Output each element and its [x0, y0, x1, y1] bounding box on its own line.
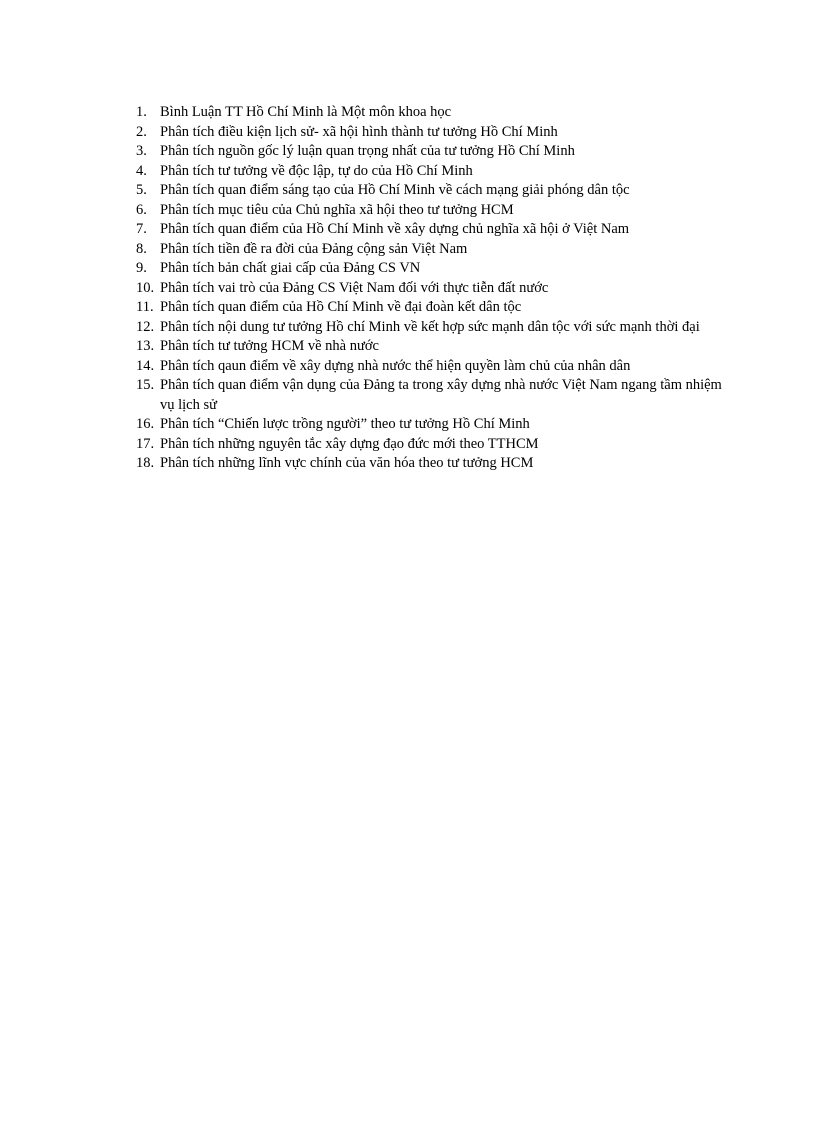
item-text: Phân tích quan điểm của Hồ Chí Minh về đại đoàn kết dân tộc — [160, 299, 522, 315]
item-text: Phân tích mục tiêu của Chủ nghĩa xã hội theo tư tưởng HCM — [160, 201, 514, 218]
list-item — [136, 279, 726, 299]
item-number: 15. — [136, 377, 155, 393]
item-text: Phân tích tư tưởng về độc lập, tự do của Hồ Chí Minh — [160, 162, 473, 179]
item-text: Phân tích vai trò của Đảng CS Việt Nam đối với thực tiễn đất nước — [160, 279, 549, 296]
item-number: 8. — [136, 240, 147, 257]
item-text: Phân tích nguồn gốc lý luận quan trọng nhất của tư tưởng Hồ Chí Minh — [160, 143, 575, 159]
item-number: 4. — [136, 162, 147, 179]
item-text: Phân tích qaun điểm về xây dựng nhà nước thể hiện quyền làm chủ của nhân dân — [160, 357, 631, 374]
list-item — [136, 240, 726, 260]
list-item — [136, 181, 726, 201]
list-item — [136, 298, 726, 318]
item-number: 18. — [136, 455, 155, 471]
item-number: 3. — [136, 143, 147, 159]
item-text: Phân tích những nguyên tắc xây dựng đạo đức mới theo TTHCM — [160, 435, 539, 452]
item-text: Phân tích “Chiến lược trồng người” theo tư tưởng Hồ Chí Minh — [160, 416, 530, 432]
item-text: Phân tích quan điểm vận dụng của Đảng ta trong xây dựng nhà nước Việt Nam ngang tầm nhiệm vụ lịch sử — [160, 377, 722, 413]
item-text: Phân tích điều kiện lịch sử- xã hội hình thành tư tưởng Hồ Chí Minh — [160, 123, 558, 140]
list-item — [136, 220, 726, 240]
list-item — [136, 142, 726, 162]
item-number: 1. — [136, 104, 147, 120]
item-number: 17. — [136, 435, 155, 452]
item-number: 9. — [136, 260, 147, 276]
item-number: 5. — [136, 182, 147, 198]
list-item — [136, 318, 726, 338]
item-text: Phân tích bản chất giai cấp của Đảng CS VN — [160, 260, 421, 276]
item-number: 10. — [136, 279, 155, 296]
item-number: 11. — [136, 299, 154, 315]
item-text: Phân tích những lĩnh vực chính của văn hóa theo tư tưởng HCM — [160, 455, 534, 471]
list-item — [136, 337, 726, 357]
item-number: 7. — [136, 221, 147, 237]
list-item — [136, 162, 726, 182]
question-list — [136, 103, 726, 474]
item-text: Phân tích quan điểm của Hồ Chí Minh về xây dựng chủ nghĩa xã hội ở Việt Nam — [160, 221, 630, 237]
list-item — [136, 123, 726, 143]
list-item — [136, 435, 726, 455]
list-item — [136, 415, 726, 435]
item-number: 13. — [136, 338, 155, 354]
item-text: Phân tích quan điểm sáng tạo của Hồ Chí Minh về cách mạng giải phóng dân tộc — [160, 182, 630, 198]
item-number: 6. — [136, 201, 147, 218]
list-item — [136, 201, 726, 221]
list-item — [136, 376, 726, 415]
item-text: Bình Luận TT Hồ Chí Minh là Một môn khoa học — [160, 104, 452, 120]
item-text: Phân tích tiền đề ra đời của Đảng cộng sản Việt Nam — [160, 240, 468, 257]
item-text: Phân tích nội dung tư tưởng Hồ chí Minh về kết hợp sức mạnh dân tộc với sức mạnh thời đại — [160, 318, 700, 335]
item-number: 14. — [136, 357, 155, 374]
list-item — [136, 454, 726, 474]
item-number: 12. — [136, 318, 155, 335]
list-item — [136, 357, 726, 377]
item-number: 16. — [136, 416, 155, 432]
list-item — [136, 103, 726, 123]
list-item — [136, 259, 726, 279]
item-text: Phân tích tư tưởng HCM về nhà nước — [160, 338, 379, 354]
item-number: 2. — [136, 123, 147, 140]
